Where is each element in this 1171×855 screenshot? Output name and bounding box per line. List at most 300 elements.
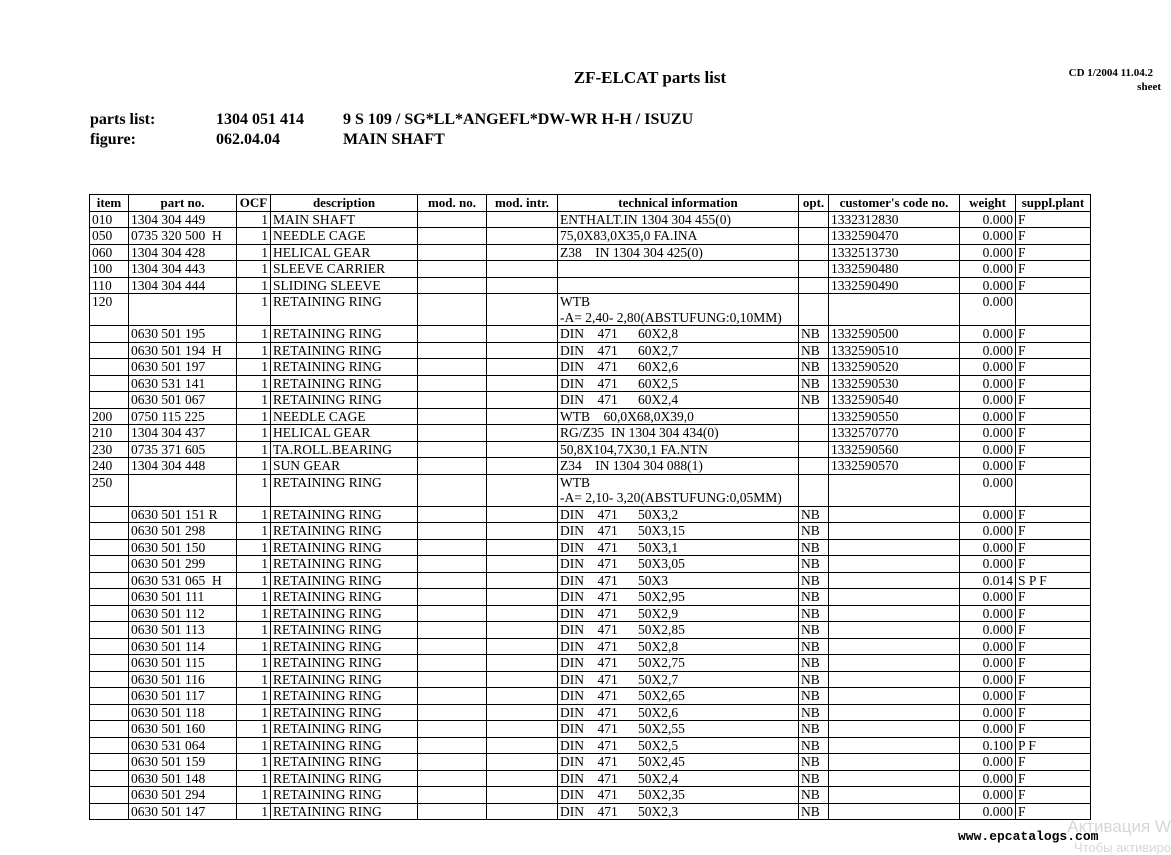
cell-item: 210 <box>90 425 129 442</box>
table-row <box>90 622 1091 639</box>
cell-mod-intr <box>487 294 558 326</box>
table-row <box>90 425 1091 442</box>
cell-description: RETAINING RING <box>271 375 418 392</box>
cell-customer-code: 1332590550 <box>829 408 960 425</box>
cell-opt <box>799 277 829 294</box>
cell-description: RETAINING RING <box>271 638 418 655</box>
cell-mod-no <box>418 589 487 606</box>
cell-mod-no <box>418 294 487 326</box>
cell-customer-code: 1332312830 <box>829 211 960 228</box>
cell-suppl-plant: F <box>1016 638 1091 655</box>
technical-info-line: DIN 471 50X3 <box>560 572 668 588</box>
cell-weight: 0.000 <box>960 787 1016 804</box>
parts-list-number: 1304 051 414 <box>216 111 304 128</box>
cell-weight: 0.000 <box>960 605 1016 622</box>
cell-weight: 0.000 <box>960 474 1016 506</box>
cell-mod-intr <box>487 425 558 442</box>
cell-item <box>90 605 129 622</box>
technical-info-line: DIN 471 50X2,65 <box>560 688 685 703</box>
cell-description: RETAINING RING <box>271 294 418 326</box>
technical-info-line: DIN 471 50X3,15 <box>560 523 685 538</box>
table-row <box>90 754 1091 771</box>
cell-opt: NB <box>799 326 829 343</box>
column-header-ocf: OCF <box>237 195 271 212</box>
cell-part-no: 0735 320 500 H <box>129 228 237 245</box>
cell-ocf: 1 <box>237 359 271 376</box>
cell-weight: 0.000 <box>960 392 1016 409</box>
cell-mod-no <box>418 375 487 392</box>
cell-customer-code: 1332590540 <box>829 392 960 409</box>
cell-technical-information <box>558 622 799 639</box>
parts-list-description: 9 S 109 / SG*LL*ANGEFL*DW-WR H-H / ISUZU <box>343 111 694 128</box>
cell-suppl-plant: F <box>1016 787 1091 804</box>
table-row <box>90 523 1091 540</box>
cell-description: RETAINING RING <box>271 572 418 589</box>
cell-weight: 0.000 <box>960 425 1016 442</box>
cell-mod-no <box>418 392 487 409</box>
cell-ocf: 1 <box>237 441 271 458</box>
cell-technical-information <box>558 441 799 458</box>
cell-mod-no <box>418 803 487 820</box>
table-row <box>90 506 1091 523</box>
cell-mod-no <box>418 671 487 688</box>
cd-version-text: CD 1/2004 11.04.2 <box>1068 67 1153 79</box>
cell-ocf: 1 <box>237 622 271 639</box>
figure-label: figure: <box>90 131 136 148</box>
cell-description: TA.ROLL.BEARING <box>271 441 418 458</box>
cell-ocf: 1 <box>237 261 271 278</box>
cell-customer-code: 1332590520 <box>829 359 960 376</box>
technical-info-line: DIN 471 60X2,5 <box>560 375 679 391</box>
cell-suppl-plant: F <box>1016 671 1091 688</box>
cell-mod-no <box>418 556 487 573</box>
cell-customer-code <box>829 787 960 804</box>
cell-mod-no <box>418 737 487 754</box>
cell-technical-information <box>558 770 799 787</box>
table-row <box>90 458 1091 475</box>
cell-weight: 0.000 <box>960 506 1016 523</box>
technical-info-line: DIN 471 50X2,6 <box>560 704 679 720</box>
cell-opt: NB <box>799 688 829 705</box>
technical-info-line: WTB <box>560 474 590 490</box>
cell-mod-intr <box>487 754 558 771</box>
cell-weight: 0.000 <box>960 556 1016 573</box>
cell-customer-code: 1332590530 <box>829 375 960 392</box>
cell-item <box>90 721 129 738</box>
cell-mod-intr <box>487 506 558 523</box>
technical-info-line: ENTHALT.IN 1304 304 455(0) <box>560 211 731 227</box>
cell-weight: 0.000 <box>960 375 1016 392</box>
cell-ocf: 1 <box>237 539 271 556</box>
cell-opt <box>799 441 829 458</box>
cell-opt <box>799 261 829 278</box>
cell-opt: NB <box>799 342 829 359</box>
technical-info-line: DIN 471 60X2,6 <box>560 359 679 374</box>
cell-mod-intr <box>487 704 558 721</box>
cell-part-no: 0630 501 194 H <box>129 342 237 359</box>
cell-suppl-plant: S P F <box>1016 572 1091 589</box>
technical-info-line: DIN 471 50X2,3 <box>560 803 679 819</box>
cell-item: 110 <box>90 277 129 294</box>
technical-info-line: WTB 60,0X68,0X39,0 <box>560 408 694 424</box>
cell-description: RETAINING RING <box>271 754 418 771</box>
cell-mod-intr <box>487 589 558 606</box>
cell-item <box>90 342 129 359</box>
cell-description: RETAINING RING <box>271 326 418 343</box>
cell-suppl-plant: F <box>1016 244 1091 261</box>
cell-description: RETAINING RING <box>271 688 418 705</box>
cell-opt: NB <box>799 589 829 606</box>
cell-weight: 0.000 <box>960 342 1016 359</box>
table-row <box>90 638 1091 655</box>
cell-opt: NB <box>799 506 829 523</box>
cell-item <box>90 556 129 573</box>
cell-suppl-plant: F <box>1016 342 1091 359</box>
cell-description: SLIDING SLEEVE <box>271 277 418 294</box>
table-row <box>90 787 1091 804</box>
table-row <box>90 655 1091 672</box>
cell-suppl-plant: F <box>1016 261 1091 278</box>
cell-customer-code <box>829 803 960 820</box>
cell-ocf: 1 <box>237 688 271 705</box>
cell-part-no: 0630 501 113 <box>129 622 237 639</box>
technical-info-line: DIN 471 50X2,7 <box>560 671 679 687</box>
cell-weight: 0.000 <box>960 294 1016 326</box>
cell-mod-intr <box>487 261 558 278</box>
cell-ocf: 1 <box>237 228 271 245</box>
cell-description: RETAINING RING <box>271 605 418 622</box>
cell-customer-code <box>829 605 960 622</box>
cell-weight: 0.000 <box>960 671 1016 688</box>
cell-item <box>90 359 129 376</box>
page-title: ZF-ELCAT parts list <box>573 68 727 87</box>
cell-item <box>90 375 129 392</box>
table-row <box>90 392 1091 409</box>
table-row <box>90 228 1091 245</box>
technical-info-line: DIN 471 50X2,85 <box>560 622 685 637</box>
cell-suppl-plant: F <box>1016 770 1091 787</box>
table-row <box>90 211 1091 228</box>
cell-part-no: 0630 501 147 <box>129 803 237 820</box>
cell-item: 120 <box>90 294 129 326</box>
cell-opt: NB <box>799 359 829 376</box>
cell-weight: 0.000 <box>960 244 1016 261</box>
cell-opt: NB <box>799 737 829 754</box>
cell-item: 250 <box>90 474 129 506</box>
table-row <box>90 326 1091 343</box>
cell-weight: 0.000 <box>960 261 1016 278</box>
cell-item <box>90 326 129 343</box>
cell-mod-intr <box>487 211 558 228</box>
cell-mod-no <box>418 506 487 523</box>
cell-part-no: 0630 501 115 <box>129 655 237 672</box>
cell-description: HELICAL GEAR <box>271 244 418 261</box>
cell-customer-code <box>829 506 960 523</box>
technical-info-line: DIN 471 50X2,55 <box>560 721 685 736</box>
cell-mod-no <box>418 539 487 556</box>
activation-watermark-subtext: Чтобы активиро <box>1073 840 1171 855</box>
cell-mod-intr <box>487 803 558 820</box>
column-header-mod-no: mod. no. <box>418 195 487 212</box>
cell-ocf: 1 <box>237 737 271 754</box>
cell-description: MAIN SHAFT <box>271 211 418 228</box>
technical-info-line: -A= 2,10- 3,20(ABSTUFUNG:0,05MM) <box>560 490 782 505</box>
technical-info-line: DIN 471 50X2,4 <box>560 770 679 786</box>
cell-description: RETAINING RING <box>271 342 418 359</box>
table-row <box>90 408 1091 425</box>
cell-technical-information <box>558 506 799 523</box>
cell-item <box>90 754 129 771</box>
table-row <box>90 589 1091 606</box>
cell-part-no <box>129 294 237 326</box>
cell-description: NEEDLE CAGE <box>271 228 418 245</box>
table-row <box>90 737 1091 754</box>
technical-info-line: DIN 471 50X2,45 <box>560 754 685 769</box>
cell-suppl-plant: F <box>1016 754 1091 771</box>
cell-suppl-plant: F <box>1016 506 1091 523</box>
cell-customer-code: 1332570770 <box>829 425 960 442</box>
cell-technical-information <box>558 737 799 754</box>
table-row <box>90 721 1091 738</box>
table-row <box>90 244 1091 261</box>
figure-number: 062.04.04 <box>216 131 280 148</box>
cell-weight: 0.000 <box>960 688 1016 705</box>
cell-technical-information <box>558 589 799 606</box>
cell-customer-code <box>829 572 960 589</box>
cell-part-no: 0630 501 299 <box>129 556 237 573</box>
cell-suppl-plant: F <box>1016 375 1091 392</box>
cell-mod-intr <box>487 688 558 705</box>
cell-customer-code <box>829 589 960 606</box>
cell-description: RETAINING RING <box>271 803 418 820</box>
cell-suppl-plant: F <box>1016 392 1091 409</box>
cell-description: RETAINING RING <box>271 622 418 639</box>
cell-ocf: 1 <box>237 704 271 721</box>
cell-description: NEEDLE CAGE <box>271 408 418 425</box>
cell-customer-code <box>829 474 960 506</box>
cell-suppl-plant: F <box>1016 622 1091 639</box>
table-row <box>90 770 1091 787</box>
cell-mod-intr <box>487 392 558 409</box>
cell-item <box>90 671 129 688</box>
cell-customer-code: 1332590560 <box>829 441 960 458</box>
cell-opt: NB <box>799 392 829 409</box>
cell-description: RETAINING RING <box>271 787 418 804</box>
cell-suppl-plant: F <box>1016 556 1091 573</box>
cell-opt: NB <box>799 770 829 787</box>
cell-opt: NB <box>799 539 829 556</box>
cell-mod-no <box>418 704 487 721</box>
cell-weight: 0.000 <box>960 589 1016 606</box>
cell-customer-code <box>829 721 960 738</box>
cell-technical-information <box>558 326 799 343</box>
cell-ocf: 1 <box>237 458 271 475</box>
cell-weight: 0.000 <box>960 721 1016 738</box>
cell-part-no: 0630 501 114 <box>129 638 237 655</box>
cell-weight: 0.000 <box>960 803 1016 820</box>
cell-part-no: 1304 304 444 <box>129 277 237 294</box>
cell-weight: 0.000 <box>960 523 1016 540</box>
table-row <box>90 539 1091 556</box>
cell-mod-no <box>418 622 487 639</box>
cell-mod-no <box>418 277 487 294</box>
cell-opt <box>799 458 829 475</box>
cell-opt <box>799 211 829 228</box>
cell-part-no: 1304 304 437 <box>129 425 237 442</box>
cell-mod-intr <box>487 770 558 787</box>
cell-mod-intr <box>487 326 558 343</box>
column-header-opt: opt. <box>799 195 829 212</box>
table-row <box>90 294 1091 326</box>
technical-info-line: DIN 471 50X2,5 <box>560 737 679 753</box>
cell-mod-no <box>418 244 487 261</box>
cell-ocf: 1 <box>237 294 271 326</box>
cell-item <box>90 770 129 787</box>
cell-description: HELICAL GEAR <box>271 425 418 442</box>
cell-opt <box>799 474 829 506</box>
cell-suppl-plant: F <box>1016 425 1091 442</box>
column-header-weight: weight <box>960 195 1016 212</box>
cell-description: RETAINING RING <box>271 556 418 573</box>
table-row <box>90 375 1091 392</box>
cell-mod-no <box>418 342 487 359</box>
table-row <box>90 605 1091 622</box>
cell-mod-intr <box>487 375 558 392</box>
cell-suppl-plant: F <box>1016 655 1091 672</box>
cell-mod-intr <box>487 342 558 359</box>
cell-opt: NB <box>799 721 829 738</box>
cell-part-no: 0630 501 118 <box>129 704 237 721</box>
table-row <box>90 704 1091 721</box>
cell-part-no: 0630 501 159 <box>129 754 237 771</box>
cell-suppl-plant: P F <box>1016 737 1091 754</box>
figure-description: MAIN SHAFT <box>343 131 445 148</box>
cell-suppl-plant: F <box>1016 589 1091 606</box>
cell-mod-intr <box>487 277 558 294</box>
technical-info-line: RG/Z35 IN 1304 304 434(0) <box>560 425 719 440</box>
cell-part-no: 0630 501 116 <box>129 671 237 688</box>
cell-ocf: 1 <box>237 556 271 573</box>
cell-technical-information <box>558 277 799 294</box>
cell-part-no: 0750 115 225 <box>129 408 237 425</box>
table-row <box>90 556 1091 573</box>
cell-mod-no <box>418 605 487 622</box>
cell-technical-information <box>558 671 799 688</box>
cell-mod-intr <box>487 458 558 475</box>
cell-mod-intr <box>487 737 558 754</box>
cell-opt <box>799 244 829 261</box>
cell-technical-information <box>558 704 799 721</box>
technical-info-line: DIN 471 50X3,1 <box>560 539 679 555</box>
cell-customer-code <box>829 655 960 672</box>
technical-info-line: 50,8X104,7X30,1 FA.NTN <box>560 441 708 457</box>
cell-customer-code: 1332590510 <box>829 342 960 359</box>
activation-watermark: Активация W <box>1067 817 1171 836</box>
cell-technical-information <box>558 211 799 228</box>
cell-mod-intr <box>487 721 558 738</box>
cell-item <box>90 622 129 639</box>
cell-customer-code <box>829 770 960 787</box>
cell-technical-information <box>558 228 799 245</box>
cell-opt: NB <box>799 803 829 820</box>
cell-mod-no <box>418 770 487 787</box>
cell-suppl-plant: F <box>1016 803 1091 820</box>
cell-item: 010 <box>90 211 129 228</box>
cell-opt <box>799 294 829 326</box>
table-header-row <box>90 195 1091 212</box>
cell-opt <box>799 228 829 245</box>
cell-technical-information <box>558 721 799 738</box>
table-row <box>90 688 1091 705</box>
cell-part-no: 0630 501 195 <box>129 326 237 343</box>
cell-opt <box>799 425 829 442</box>
cell-suppl-plant: F <box>1016 458 1091 475</box>
cell-customer-code: 1332590470 <box>829 228 960 245</box>
cell-item <box>90 688 129 705</box>
cell-ocf: 1 <box>237 277 271 294</box>
table-row <box>90 474 1091 506</box>
cell-description: RETAINING RING <box>271 655 418 672</box>
cell-technical-information <box>558 556 799 573</box>
cell-weight: 0.000 <box>960 638 1016 655</box>
cell-description: RETAINING RING <box>271 704 418 721</box>
table-row <box>90 803 1091 820</box>
parts-list-label: parts list: <box>90 111 156 128</box>
cell-item: 240 <box>90 458 129 475</box>
cell-opt: NB <box>799 704 829 721</box>
technical-info-line: 75,0X83,0X35,0 FA.INA <box>560 228 698 243</box>
cell-mod-no <box>418 458 487 475</box>
cell-weight: 0.014 <box>960 572 1016 589</box>
parts-table-body <box>90 211 1091 820</box>
column-header-mod-intr: mod. intr. <box>487 195 558 212</box>
column-header-part-no: part no. <box>129 195 237 212</box>
parts-table <box>89 194 1091 820</box>
cell-part-no: 0630 531 065 H <box>129 572 237 589</box>
cell-part-no: 0630 501 294 <box>129 787 237 804</box>
cell-weight: 0.000 <box>960 655 1016 672</box>
cell-mod-intr <box>487 244 558 261</box>
cell-ocf: 1 <box>237 342 271 359</box>
cell-suppl-plant: F <box>1016 211 1091 228</box>
cell-weight: 0.000 <box>960 359 1016 376</box>
cell-customer-code: 1332513730 <box>829 244 960 261</box>
cell-opt: NB <box>799 622 829 639</box>
cell-item <box>90 737 129 754</box>
cell-ocf: 1 <box>237 408 271 425</box>
cell-item <box>90 638 129 655</box>
cell-ocf: 1 <box>237 375 271 392</box>
cell-mod-intr <box>487 572 558 589</box>
cell-item <box>90 539 129 556</box>
cell-mod-no <box>418 474 487 506</box>
cell-mod-intr <box>487 556 558 573</box>
cell-item <box>90 572 129 589</box>
cell-mod-intr <box>487 408 558 425</box>
cell-suppl-plant: F <box>1016 408 1091 425</box>
cell-ocf: 1 <box>237 589 271 606</box>
cell-item <box>90 589 129 606</box>
cell-mod-no <box>418 425 487 442</box>
cell-part-no: 0735 371 605 <box>129 441 237 458</box>
cell-ocf: 1 <box>237 655 271 672</box>
cell-suppl-plant <box>1016 474 1091 506</box>
cell-mod-no <box>418 228 487 245</box>
site-url: www.epcatalogs.com <box>958 829 1099 844</box>
cell-description: RETAINING RING <box>271 671 418 688</box>
column-header-suppl-plant: suppl.plant <box>1016 195 1091 212</box>
cell-customer-code <box>829 556 960 573</box>
